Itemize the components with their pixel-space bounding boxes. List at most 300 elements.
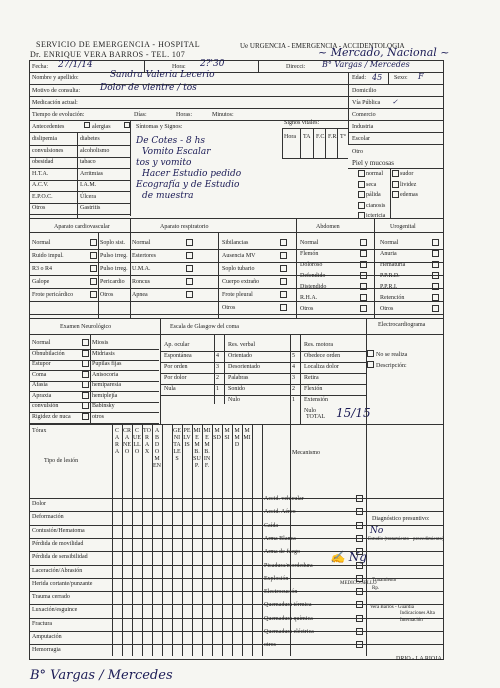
rule <box>224 334 225 404</box>
footer-place: DRIO - LA RIOJA <box>396 656 442 662</box>
region-header: CARA <box>114 428 120 455</box>
checkbox[interactable] <box>360 272 367 279</box>
glasgow-ocular[interactable]: Ap. ocular <box>164 342 190 348</box>
abdomen-item[interactable]: Normal <box>300 240 319 246</box>
sintomas-note: Vomito Escalar <box>142 147 211 157</box>
mecanismo-item[interactable]: Quemadura eléctrica <box>264 629 314 635</box>
piel-title: Piel y mucosas <box>352 159 394 167</box>
signos-temp: T° <box>340 134 347 140</box>
neuro-item[interactable]: otros <box>92 413 104 420</box>
rule <box>29 203 130 204</box>
region-header: MIEMB. SUP. <box>193 428 201 469</box>
rule <box>29 423 159 424</box>
checkbox[interactable] <box>90 239 97 246</box>
glasgow-ocular[interactable]: Nula <box>164 386 176 392</box>
rule <box>29 301 444 302</box>
glasgow-score: 4 <box>216 353 219 359</box>
rule <box>29 591 444 592</box>
antecedente-item[interactable]: alcoholismo <box>80 147 110 154</box>
antecedente-item[interactable]: tabaco <box>80 159 96 165</box>
checkbox[interactable] <box>356 588 363 595</box>
lesion-row-label: Pérdida de sensibilidad <box>32 554 88 561</box>
neuro-item[interactable]: Rigidez de nuca <box>32 413 71 420</box>
checkbox[interactable] <box>280 252 287 259</box>
sexo-label: Sexo: <box>394 75 408 81</box>
region-header: MMI <box>243 428 251 441</box>
sintomas-note: tos y vomito <box>136 158 192 168</box>
piel-item[interactable]: pálida <box>366 192 381 198</box>
mecanismo-item[interactable]: Electrocución <box>264 589 298 596</box>
checkbox[interactable] <box>82 371 89 378</box>
escolar-label: Escolar <box>352 136 370 142</box>
neuro-item[interactable]: Midriasis <box>92 350 115 357</box>
rule <box>300 334 301 424</box>
glasgow-verbal[interactable]: Res. verbal <box>228 342 255 348</box>
checkbox[interactable] <box>356 615 363 622</box>
tipo-lesion-label: Tipo de lesión <box>44 458 79 464</box>
antecedente-item[interactable]: diabetes <box>80 136 100 142</box>
checkbox[interactable] <box>82 402 89 409</box>
sintomas-note: Hacer Estudio pedido <box>142 169 242 179</box>
checkbox[interactable] <box>358 212 365 219</box>
checkbox[interactable] <box>360 305 367 312</box>
cardio-item[interactable]: Frote pericárdico <box>32 292 74 298</box>
checkbox[interactable] <box>186 252 193 259</box>
rule <box>29 168 130 169</box>
neuro-item[interactable]: Estupor <box>32 361 51 367</box>
checkbox[interactable] <box>356 601 363 608</box>
uro-item[interactable]: Otros <box>380 306 394 312</box>
comercio-label: Comercio <box>352 112 376 118</box>
checkbox[interactable] <box>82 350 89 357</box>
resp-item[interactable]: Frote pleural <box>222 292 253 298</box>
rule <box>98 232 99 318</box>
rule <box>222 424 223 656</box>
otro-label: Otro <box>352 149 363 155</box>
glasgow-verbal[interactable]: Desorientado <box>228 364 260 370</box>
resp-item[interactable]: Cuerpo extraño <box>222 279 260 285</box>
rule <box>29 145 130 146</box>
checkbox[interactable] <box>356 535 363 542</box>
checkbox[interactable] <box>432 283 439 290</box>
checkbox[interactable] <box>280 265 287 272</box>
glasgow-score: 1 <box>292 397 295 403</box>
minutos-label: Minutos: <box>212 112 234 118</box>
glasgow-score: 3 <box>216 364 219 370</box>
resp-item[interactable]: U.M.A. <box>132 266 151 272</box>
neuro-item[interactable]: hemiparesia <box>92 382 121 388</box>
rule <box>29 511 444 512</box>
rule <box>218 232 219 318</box>
lesion-row-label: Dolor <box>32 501 46 507</box>
glasgow-ocular[interactable]: Por orden <box>164 364 188 370</box>
glasgow-motora[interactable]: Res. motora <box>304 342 333 348</box>
rule <box>29 551 444 552</box>
checkbox[interactable] <box>358 191 365 198</box>
glasgow-score: 4 <box>292 364 295 370</box>
rule <box>142 424 143 656</box>
uro-item[interactable]: Retención <box>380 295 405 301</box>
glasgow-motora[interactable]: Flexión <box>304 386 323 392</box>
neuro-item[interactable]: hemiplejía <box>92 392 118 399</box>
antecedente-item[interactable]: H.T.A. <box>32 170 49 177</box>
lesion-row-label: Laceración/Abrasión <box>32 567 83 574</box>
cardio-item[interactable]: Normal <box>32 240 51 246</box>
neuro-item[interactable]: Babinsky <box>92 403 115 409</box>
rule <box>262 424 263 656</box>
neuro-item[interactable]: Obnubilación <box>32 350 65 357</box>
checkbox[interactable] <box>356 575 363 582</box>
lesion-row-label: Fractura <box>32 620 52 627</box>
neuro-item[interactable]: Normal <box>32 340 51 346</box>
checkbox[interactable] <box>356 628 363 635</box>
glasgow-verbal[interactable]: Sonido <box>228 386 246 392</box>
glasgow-motora[interactable]: Obedece orden <box>304 353 341 359</box>
checkbox[interactable] <box>280 239 287 246</box>
checkbox[interactable] <box>82 392 89 399</box>
edad-value[interactable]: 45 <box>372 73 383 82</box>
cardio-item[interactable]: Soplo sist. <box>100 240 126 246</box>
checkbox[interactable] <box>90 278 97 285</box>
rule <box>160 318 161 424</box>
rule <box>122 424 123 656</box>
antecedente-item[interactable]: Gastritis <box>80 205 101 211</box>
motivo-label: Motivo de consulta: <box>32 88 80 94</box>
piel-item[interactable]: normal <box>366 171 383 177</box>
checkbox[interactable] <box>360 261 367 268</box>
internacion-label: Internación <box>400 618 423 623</box>
resp-item[interactable]: Roncus <box>132 279 150 285</box>
checkbox[interactable] <box>82 381 89 388</box>
mecanismo-item[interactable]: Quemadura química <box>264 615 313 622</box>
lesion-row-label: Amputación <box>32 634 62 640</box>
checkbox[interactable] <box>82 339 89 346</box>
motivo-value[interactable]: Dolor de vientre / tos <box>100 83 197 93</box>
lesion-row-label: Contusión/Hematoma <box>32 527 85 534</box>
glasgow-motora[interactable]: Nulo <box>304 408 316 414</box>
sello-label: Vera Barros - Guardia <box>370 605 415 610</box>
piel-item[interactable]: lividez <box>400 181 417 188</box>
checkbox[interactable] <box>432 239 439 246</box>
mecanismo-item[interactable]: Picadura/mordedura <box>264 562 313 569</box>
direccion-label: Direcci: <box>286 64 306 70</box>
uro-title: Urogenital <box>390 224 416 230</box>
mecanismo-item[interactable]: Accid. vehicular <box>264 496 304 502</box>
fecha-value[interactable]: 27/1/14 <box>58 60 93 70</box>
antecedente-item[interactable]: E.P.O.C. <box>32 193 53 200</box>
rule <box>29 538 444 539</box>
antecedente-item[interactable]: convulsiones <box>32 147 64 154</box>
neuro-title: Examen Neurológico <box>60 324 112 330</box>
rule <box>29 565 444 566</box>
neuro-item[interactable]: convulsión <box>32 403 59 409</box>
cardio-item[interactable]: Otros <box>100 292 114 298</box>
checkbox[interactable] <box>186 278 193 285</box>
cardio-item[interactable]: Pericardio <box>100 279 125 285</box>
alergias-label: alergias <box>92 124 111 130</box>
rule <box>348 168 444 169</box>
uro-item[interactable]: Anuria <box>380 251 397 257</box>
glasgow-motora[interactable]: Extensión <box>304 397 328 403</box>
checkbox[interactable] <box>360 239 367 246</box>
neuro-item[interactable]: Miosis <box>92 340 109 346</box>
hora-value[interactable]: 2?'30 <box>200 59 225 69</box>
checkbox[interactable] <box>82 413 89 420</box>
checkbox[interactable] <box>358 202 365 209</box>
rule <box>29 525 444 526</box>
neuro-item[interactable]: Apraxia <box>32 392 52 399</box>
uro-item[interactable]: Hematuria <box>380 262 406 268</box>
neuro-item[interactable]: Anisocoria <box>92 371 119 378</box>
torax-label: Tórax <box>32 428 47 434</box>
rule <box>390 168 391 218</box>
checkbox[interactable] <box>356 522 363 529</box>
checkbox[interactable] <box>90 291 97 298</box>
resp-item[interactable]: Sibilancias <box>222 240 249 246</box>
mecanismo-item[interactable]: Explosión <box>264 575 289 582</box>
rule <box>29 157 130 158</box>
sintomas-note: Ecografía y de Estudio <box>136 180 240 190</box>
rule <box>29 631 444 632</box>
mecanismo-item[interactable]: Quemadura térmica <box>264 602 312 609</box>
rule <box>242 424 243 656</box>
checkbox[interactable] <box>432 294 439 301</box>
glasgow-total-value[interactable]: 15/15 <box>336 406 371 420</box>
abdomen-item[interactable]: R.H.A. <box>300 295 318 301</box>
rule <box>29 498 444 499</box>
checkbox[interactable] <box>358 181 365 188</box>
piel-item[interactable]: cianosis <box>366 202 386 209</box>
alta-label: Indicaciones Alta <box>400 611 435 616</box>
mecanismo-title: Mecanismo <box>292 450 320 456</box>
lesion-row-label: Deformación <box>32 514 64 521</box>
checkbox[interactable] <box>90 252 97 259</box>
glasgow-motora[interactable]: Localiza dolor <box>304 364 339 370</box>
piel-item[interactable]: sudor <box>400 171 414 177</box>
medico-sello-label: MEDICO/SELLO <box>340 581 377 586</box>
rule <box>160 373 366 374</box>
mecanismo-item[interactable]: Accid. Aéreo <box>264 509 296 516</box>
checkbox[interactable] <box>360 250 367 257</box>
rule <box>214 334 215 404</box>
abdomen-item[interactable]: Distendido <box>300 284 327 290</box>
rule <box>29 314 444 315</box>
glasgow-score: 5 <box>292 353 295 359</box>
abdomen-item[interactable]: Otros <box>300 306 314 312</box>
mecanismo-item[interactable]: Arma Blanca <box>264 535 296 542</box>
footer-note: B° Vargas / Mercedes <box>30 668 173 683</box>
org-title: SERVICIO DE EMERGENCIA - HOSPITAL <box>36 40 201 49</box>
checkbox[interactable] <box>280 278 287 285</box>
signos-fr: F.R. <box>328 134 338 140</box>
checkbox[interactable] <box>432 250 439 257</box>
rule <box>366 318 367 424</box>
rp-label: Rp. <box>372 586 380 591</box>
glasgow-title: Escala de Glasgow del coma <box>170 324 239 330</box>
nombre-value[interactable]: Sandra Valeria Lecerio <box>110 70 215 80</box>
rule <box>212 424 213 656</box>
rule <box>252 424 253 656</box>
antecedentes-title: Antecedentes <box>32 124 65 130</box>
antecedente-item[interactable]: I.A.M. <box>80 182 97 188</box>
glasgow-verbal[interactable]: Palabras <box>228 375 249 381</box>
rule <box>90 334 91 424</box>
neuro-item[interactable]: Coma <box>32 371 47 378</box>
glasgow-score: 2 <box>292 386 295 392</box>
rule <box>29 578 444 579</box>
cardio-item[interactable]: R3 o R4 <box>32 266 53 272</box>
signos-hora: Hora <box>284 134 296 140</box>
antecedente-item[interactable]: obesidad <box>32 159 54 165</box>
rule <box>29 604 444 605</box>
glasgow-verbal[interactable]: Orientado <box>228 353 252 359</box>
neuro-item[interactable]: Afasia <box>32 382 48 388</box>
checkbox[interactable] <box>186 265 193 272</box>
checkbox[interactable] <box>432 272 439 279</box>
abdomen-item[interactable]: Defendido <box>300 273 326 279</box>
rule <box>29 618 444 619</box>
horas-label: Horas: <box>176 112 192 118</box>
lesion-row-label: Trauma cerrado <box>32 594 70 601</box>
mecanismo-item[interactable]: Arma de fuego <box>264 549 300 556</box>
checkbox[interactable] <box>392 181 399 188</box>
checkbox[interactable] <box>360 294 367 301</box>
uro-item[interactable]: P.P.R.D. <box>380 273 400 279</box>
mecanismo-item[interactable]: Caída <box>264 522 278 529</box>
fecha-label: Fecha: <box>32 64 48 70</box>
checkbox[interactable] <box>356 508 363 515</box>
checkbox[interactable] <box>90 265 97 272</box>
mecanismo-item[interactable]: otros <box>264 642 276 649</box>
estudio-label: Estudio (tratamiento - procedimiento) <box>368 537 444 542</box>
medico-sign: ✍ Ng <box>330 550 367 564</box>
abdomen-title: Abdomen <box>316 224 340 230</box>
rule <box>182 424 183 656</box>
via-label: Vía Pública <box>352 100 381 106</box>
rule <box>29 644 444 645</box>
cardio-item[interactable]: Ruido impul. <box>32 253 64 259</box>
signos-title: Signos vitales: <box>284 120 320 126</box>
checkbox[interactable] <box>392 170 399 177</box>
region-header: MMD <box>234 428 240 448</box>
lesion-row-label: Luxación/esguince <box>32 607 78 614</box>
checkbox[interactable] <box>186 239 193 246</box>
region-header: MSI <box>224 428 230 441</box>
checkbox[interactable] <box>356 495 363 502</box>
checkbox[interactable] <box>358 170 365 177</box>
via-check[interactable]: ✓ <box>392 98 398 106</box>
piel-item[interactable]: edemas <box>400 192 418 198</box>
resp-item[interactable]: Estertores <box>132 253 156 259</box>
checkbox[interactable] <box>186 291 193 298</box>
nombre-label: Nombre y apellido: <box>32 75 79 81</box>
domicilio-label: Domicilio <box>352 88 377 94</box>
glasgow-ocular[interactable]: Espontánea <box>164 353 192 359</box>
tratamiento-label: Tratamiento <box>372 578 397 583</box>
piel-item[interactable]: seca <box>366 181 377 188</box>
uro-item[interactable]: P.P.R.I. <box>380 284 398 290</box>
region-header: CUELLO <box>133 428 141 455</box>
region-header: MSD <box>213 428 221 441</box>
antecedente-item[interactable]: Arritmias <box>80 170 103 177</box>
cardio-item[interactable]: Pulso irreg. <box>100 253 128 259</box>
checkbox[interactable] <box>360 283 367 290</box>
resp-title: Aparato respiratorio <box>160 224 209 230</box>
ecg-no-realiza: No se realiza <box>376 352 408 358</box>
rule <box>29 191 130 192</box>
direccion-value[interactable]: B° Vargas / Mercedes <box>322 60 410 69</box>
antecedente-item[interactable]: Úlcera <box>80 193 96 200</box>
sig-scribble: ~ Mercado, Nacional ~ <box>318 46 450 59</box>
checkbox[interactable] <box>356 548 363 555</box>
antecedente-item[interactable]: A.C.V. <box>32 182 49 188</box>
glasgow-ocular[interactable]: Por dolor <box>164 375 187 381</box>
glasgow-score: 2 <box>216 375 219 381</box>
checkbox[interactable] <box>432 261 439 268</box>
checkbox[interactable] <box>432 305 439 312</box>
checkbox[interactable] <box>356 641 363 648</box>
rule <box>29 214 130 215</box>
cardio-item[interactable]: Galope <box>32 279 50 285</box>
resp-item[interactable]: Ausencia MV <box>222 253 256 259</box>
rule <box>29 180 130 181</box>
diagnostico-value[interactable]: No <box>370 526 384 536</box>
rule <box>290 334 291 424</box>
checkbox[interactable] <box>280 304 287 311</box>
rule <box>29 249 444 250</box>
region-header: MIEMB. INF. <box>203 428 211 469</box>
antecedente-item[interactable]: dislipemia <box>32 136 57 142</box>
industria-label: Industria <box>352 124 374 130</box>
antecedente-item[interactable]: Otros <box>32 205 46 211</box>
rule <box>366 424 367 656</box>
rule <box>112 424 113 656</box>
checkbox[interactable] <box>82 360 89 367</box>
abdomen-item[interactable]: Flemón <box>300 251 319 257</box>
glasgow-verbal[interactable]: Nulo <box>228 397 240 403</box>
rule <box>77 132 78 218</box>
checkbox[interactable] <box>392 191 399 198</box>
ecg-title: Electrocardiograma <box>378 322 426 328</box>
rule <box>232 424 233 656</box>
sintomas-note: De Cotes - 8 hs <box>136 136 206 146</box>
piel-item[interactable]: ictericia <box>366 213 386 219</box>
lesion-row-label: Pérdida de movilidad <box>32 540 84 547</box>
signos-fc: F.C. <box>316 134 326 140</box>
region-header: GENITALES <box>173 428 181 462</box>
uro-item[interactable]: Normal <box>380 240 399 246</box>
resp-item[interactable]: Otros <box>222 305 236 311</box>
resp-item[interactable]: Normal <box>132 240 151 246</box>
region-header: CRANEO <box>123 428 132 455</box>
resp-item[interactable]: Soplo tubario <box>222 266 255 272</box>
abdomen-item[interactable]: Doloroso <box>300 262 323 268</box>
checkbox[interactable] <box>280 291 287 298</box>
sexo-value[interactable]: F <box>418 72 424 81</box>
rule <box>160 351 366 352</box>
checkbox[interactable] <box>356 562 363 569</box>
rule <box>162 424 163 656</box>
cardio-item[interactable]: Pulso irreg. <box>100 266 128 272</box>
region-header: TORAX <box>143 428 151 455</box>
region-header: ABDOMEN <box>153 428 161 469</box>
neuro-item[interactable]: Pupilas fijas <box>92 361 122 367</box>
rule <box>160 362 366 363</box>
resp-item[interactable]: Apnea <box>132 292 148 298</box>
glasgow-motora[interactable]: Retira <box>304 375 319 381</box>
glasgow-total-label: TOTAL <box>306 414 326 420</box>
ecg-descripcion: Descripción: <box>376 363 407 369</box>
